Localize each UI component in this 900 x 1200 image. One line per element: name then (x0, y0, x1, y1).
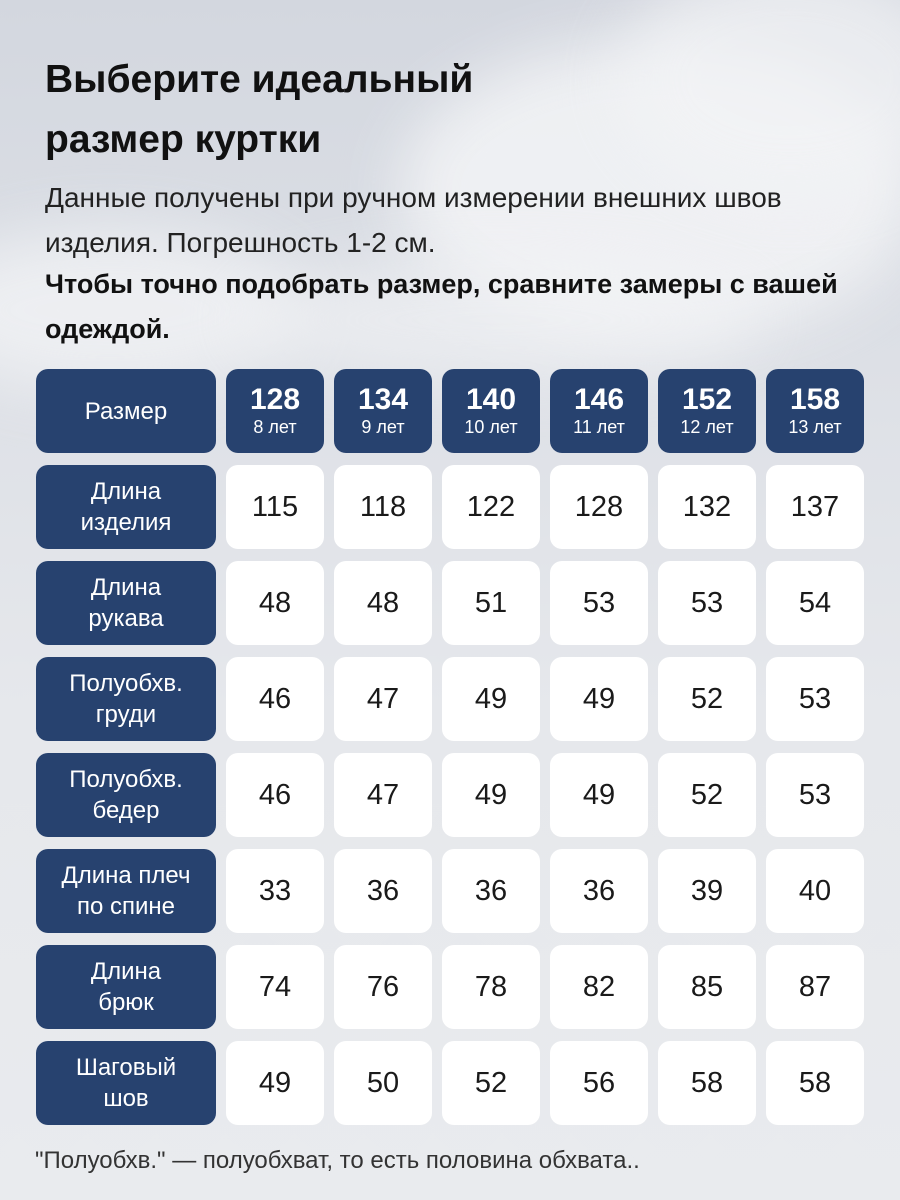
measurement-label-line: Полуобхв. (69, 766, 183, 793)
measurement-value: 78 (442, 945, 540, 1029)
measurement-value: 53 (550, 561, 648, 645)
measurement-value: 132 (658, 465, 756, 549)
measurement-value: 39 (658, 849, 756, 933)
measurement-value: 47 (334, 753, 432, 837)
measurement-label (36, 1041, 216, 1125)
footnote: "Полуобхв." — полуобхват, то есть половина обхвата.. (35, 1147, 640, 1174)
measurement-label (36, 465, 216, 549)
measurement-value: 53 (658, 561, 756, 645)
size-header-cell (334, 369, 432, 453)
measurement-label (36, 753, 216, 837)
size-number: 140 (465, 383, 517, 416)
size-header-label: Размер (36, 369, 216, 453)
measurement-label-line: изделия (80, 509, 172, 536)
measurement-value: 49 (442, 753, 540, 837)
measurement-value: 54 (766, 561, 864, 645)
size-number: 152 (681, 383, 733, 416)
size-header-cell (226, 369, 324, 453)
size-number: 158 (789, 383, 841, 416)
measurement-label (36, 561, 216, 645)
page-title: Выберите идеальный размер куртки (45, 58, 474, 161)
measurement-value: 128 (550, 465, 648, 549)
measurement-value: 122 (442, 465, 540, 549)
size-header-cell (550, 369, 648, 453)
fit-advice: Чтобы точно подобрать размер, сравните замеры с вашей одеждой. (45, 269, 838, 344)
size-table (36, 369, 864, 1125)
measurement-value: 46 (226, 657, 324, 741)
size-header-cell (442, 369, 540, 453)
measurement-label-line: шов (103, 1085, 149, 1112)
measurement-value: 87 (766, 945, 864, 1029)
measurement-label-line: Шаговый (75, 1054, 177, 1081)
measurement-value: 36 (442, 849, 540, 933)
measurement-value: 56 (550, 1041, 648, 1125)
size-header-cell (658, 369, 756, 453)
measurement-label-line: брюк (98, 989, 154, 1016)
measurement-value: 36 (550, 849, 648, 933)
measurement-label-line: бедер (92, 797, 160, 824)
measurement-label-line: Длина (90, 574, 162, 601)
measurement-label-line: рукава (88, 605, 164, 632)
measurement-value: 74 (226, 945, 324, 1029)
measurement-value: 48 (334, 561, 432, 645)
measurement-value: 49 (226, 1041, 324, 1125)
size-age: 10 лет (464, 417, 518, 437)
size-number: 128 (249, 383, 301, 416)
measurement-value: 115 (226, 465, 324, 549)
size-number: 134 (357, 383, 409, 416)
size-age: 11 лет (573, 417, 625, 437)
measurement-label-line: по спине (76, 893, 175, 920)
size-age: 9 лет (361, 417, 405, 437)
size-age: 13 лет (788, 417, 842, 437)
measurement-value: 118 (334, 465, 432, 549)
measurement-value: 76 (334, 945, 432, 1029)
measurement-value: 58 (766, 1041, 864, 1125)
measurement-value: 82 (550, 945, 648, 1029)
measurement-label (36, 657, 216, 741)
measurement-value: 53 (766, 753, 864, 837)
measurement-value: 58 (658, 1041, 756, 1125)
measurement-value: 36 (334, 849, 432, 933)
measurement-value: 53 (766, 657, 864, 741)
measurement-value: 52 (658, 657, 756, 741)
measurement-value: 49 (442, 657, 540, 741)
measurement-value: 46 (226, 753, 324, 837)
measurement-value: 85 (658, 945, 756, 1029)
size-age: 12 лет (680, 417, 734, 437)
measurement-label-line: Полуобхв. (69, 670, 183, 697)
measurement-value: 51 (442, 561, 540, 645)
measurement-value: 137 (766, 465, 864, 549)
size-number: 146 (573, 383, 625, 416)
measurement-value: 48 (226, 561, 324, 645)
measurement-value: 50 (334, 1041, 432, 1125)
measurement-value: 40 (766, 849, 864, 933)
measurement-label-line: Длина (90, 958, 162, 985)
measurement-label-line: Длина (90, 478, 162, 505)
measurement-label (36, 945, 216, 1029)
measurement-value: 47 (334, 657, 432, 741)
measurement-value: 49 (550, 753, 648, 837)
measurement-value: 52 (658, 753, 756, 837)
measurement-note: Данные получены при ручном измерении внешних швов изделия. Погрешность 1-2 см. (45, 182, 782, 258)
measurement-label-line: Длина плеч (61, 862, 191, 889)
measurement-value: 33 (226, 849, 324, 933)
measurement-label (36, 849, 216, 933)
size-header-cell (766, 369, 864, 453)
measurement-value: 49 (550, 657, 648, 741)
size-age: 8 лет (253, 417, 297, 437)
measurement-label-line: груди (95, 701, 157, 728)
measurement-value: 52 (442, 1041, 540, 1125)
